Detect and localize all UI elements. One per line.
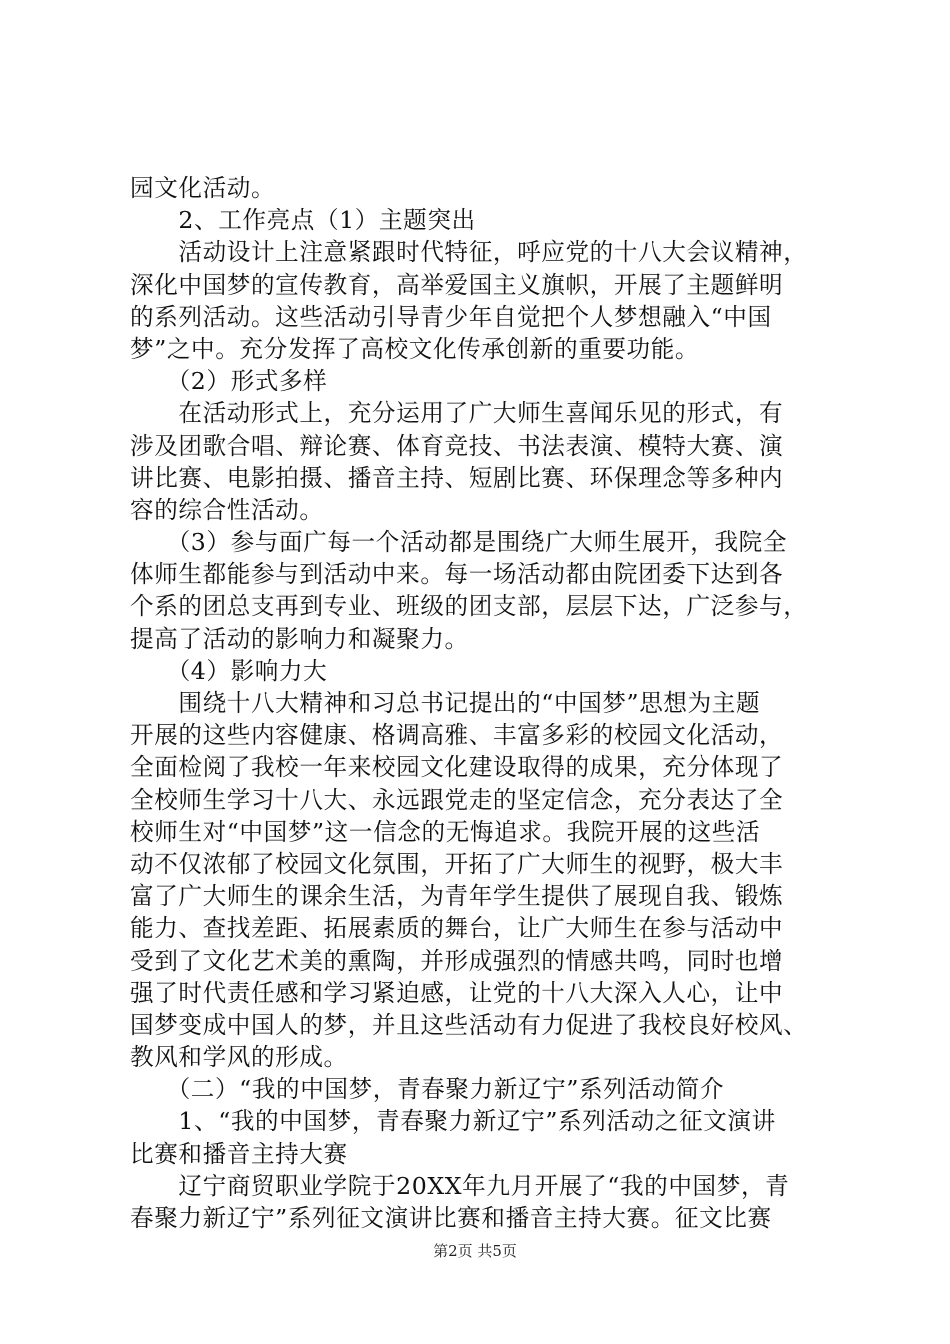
text-line: 容的综合性活动。	[130, 495, 324, 524]
text-line: 涉及团歌合唱、辩论赛、体育竞技、书法表演、模特大赛、演	[130, 431, 784, 460]
text-line: 深化中国梦的宣传教育，高举爱国主义旗帜，开展了主题鲜明	[130, 270, 784, 299]
text-line: 能力、查找差距、拓展素质的舞台，让广大师生在参与活动中	[130, 914, 784, 943]
text-line: 体师生都能参与到活动中来。每一场活动都由院团委下达到各	[130, 560, 784, 589]
text-line: 辽宁商贸职业学院于20XX年九月开展了“我的中国梦，青	[130, 1171, 790, 1200]
text-line: 园文化活动。	[130, 174, 276, 202]
text-line: 受到了文化艺术美的熏陶，并形成强烈的情感共鸣，同时也增	[130, 946, 784, 975]
text-line: 围绕十八大精神和习总书记提出的“中国梦”思想为主题	[130, 689, 761, 717]
text-line: （二）“我的中国梦，青春聚力新辽宁”系列活动简介	[130, 1075, 725, 1104]
text-line: 动不仅浓郁了校园文化氛围，开拓了广大师生的视野，极大丰	[130, 849, 784, 878]
text-line: 全面检阅了我校一年来校园文化建设取得的成果，充分体现了	[130, 753, 784, 782]
text-line: 教风和学风的形成。	[130, 1043, 348, 1072]
text-line: （3）参与面广每一个活动都是围绕广大师生展开，我院全	[130, 528, 788, 557]
text-line: 国梦变成中国人的梦，并且这些活动有力促进了我校良好校风、	[130, 1010, 808, 1039]
text-line: 活动设计上注意紧跟时代特征，呼应党的十八大会议精神，	[130, 238, 808, 267]
text-line: 富了广大师生的课余生活，为青年学生提供了展现自我、锻炼	[130, 882, 784, 911]
text-line: 全校师生学习十八大、永远跟党走的坚定信念，充分表达了全	[130, 785, 784, 814]
text-line: 2、工作亮点（1）主题突出	[130, 206, 476, 235]
text-line: 春聚力新辽宁”系列征文演讲比赛和播音主持大赛。征文比赛	[130, 1204, 772, 1232]
body-text	[130, 172, 830, 1234]
text-line: 开展的这些内容健康、格调高雅、丰富多彩的校园文化活动，	[130, 721, 784, 750]
text-line: 校师生对“中国梦”这一信念的无悔追求。我院开展的这些活	[130, 817, 761, 846]
text-line: （2）形式多样	[130, 367, 328, 396]
text-line: 强了时代责任感和学习紧迫感，让党的十八大深入人心，让中	[130, 978, 784, 1007]
page-number-footer: 第2页 共5页	[433, 1242, 517, 1260]
text-line: 讲比赛、电影拍摄、播音主持、短剧比赛、环保理念等多种内	[130, 463, 784, 492]
text-line: 提高了活动的影响力和凝聚力。	[130, 624, 469, 653]
text-line: 梦”之中。充分发挥了高校文化传承创新的重要功能。	[130, 334, 700, 363]
text-line: （4）影响力大	[130, 656, 328, 685]
text-line: 1、“我的中国梦，青春聚力新辽宁”系列活动之征文演讲	[130, 1107, 776, 1136]
text-line: 的系列活动。这些活动引导青少年自觉把个人梦想融入“中国	[130, 302, 772, 331]
text-line: 在活动形式上，充分运用了广大师生喜闻乐见的形式，有	[130, 399, 784, 428]
text-line: 个系的团总支再到专业、班级的团支部，层层下达，广泛参与，	[130, 592, 808, 621]
text-line: 比赛和播音主持大赛	[130, 1139, 348, 1168]
